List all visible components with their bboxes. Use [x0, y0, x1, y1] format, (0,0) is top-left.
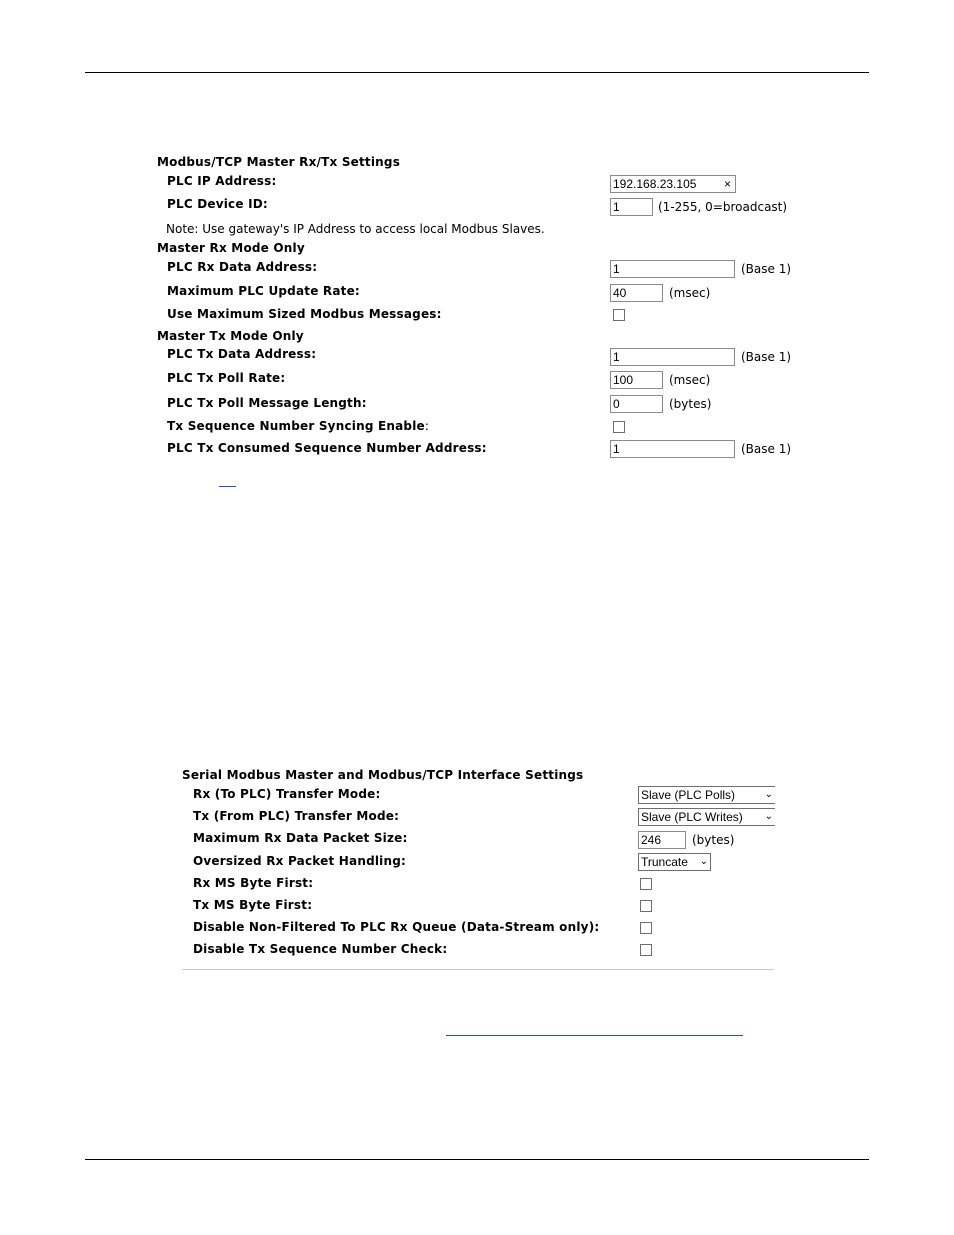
device-id-unit: (1-255, 0=broadcast)	[658, 200, 788, 214]
tx-ms-byte-label: Tx MS Byte First:	[193, 898, 313, 912]
rx-transfer-mode-label: Rx (To PLC) Transfer Mode:	[193, 787, 381, 801]
plc-ip-label: PLC IP Address:	[167, 174, 277, 188]
disable-nonfiltered-checkbox[interactable]	[640, 922, 652, 934]
rx-ms-byte-checkbox[interactable]	[640, 878, 652, 890]
max-update-rate-label: Maximum PLC Update Rate:	[167, 284, 360, 298]
max-update-rate-unit: (msec)	[669, 286, 711, 300]
tx-data-address-input[interactable]: 1	[610, 348, 735, 366]
tx-poll-length-input[interactable]: 0	[610, 395, 663, 413]
plc-ip-value: 192.168.23.105	[613, 177, 697, 191]
max-update-rate-input[interactable]: 40	[610, 284, 663, 302]
chevron-down-icon: ⌄	[764, 811, 773, 822]
max-sized-checkbox[interactable]	[613, 309, 625, 321]
seq-sync-checkbox[interactable]	[613, 421, 625, 433]
small-link-underline[interactable]	[219, 486, 236, 487]
seq-sync-label	[167, 419, 429, 433]
max-sized-label: Use Maximum Sized Modbus Messages:	[167, 307, 442, 321]
tx-data-address-unit: (Base 1)	[741, 350, 792, 364]
consumed-seq-unit: (Base 1)	[741, 442, 792, 456]
tx-ms-byte-checkbox[interactable]	[640, 900, 652, 912]
plc-ip-input[interactable]	[610, 175, 736, 193]
tx-transfer-mode-label: Tx (From PLC) Transfer Mode:	[193, 809, 400, 823]
rx-data-address-input[interactable]: 1	[610, 260, 735, 278]
rx-ms-byte-label: Rx MS Byte First:	[193, 876, 314, 890]
tx-poll-rate-input[interactable]: 100	[610, 371, 663, 389]
rx-transfer-mode-select[interactable]	[638, 786, 775, 804]
oversized-handling-value: Truncate	[641, 855, 688, 869]
clear-icon[interactable]: ×	[723, 177, 731, 191]
long-link-underline[interactable]	[446, 1035, 743, 1036]
oversized-handling-select[interactable]	[638, 853, 711, 871]
top-rule	[85, 72, 869, 73]
chevron-down-icon: ⌄	[699, 856, 708, 867]
disable-nonfiltered-label: Disable Non-Filtered To PLC Rx Queue (Data-Stream only):	[193, 920, 600, 934]
rx-data-address-unit: (Base 1)	[741, 262, 792, 276]
consumed-seq-input[interactable]: 1	[610, 440, 735, 458]
device-id-label: PLC Device ID:	[167, 197, 268, 211]
tx-poll-length-label: PLC Tx Poll Message Length:	[167, 396, 367, 410]
tx-poll-length-unit: (bytes)	[669, 397, 712, 411]
tx-data-address-label: PLC Tx Data Address:	[167, 347, 317, 361]
tx-mode-header: Master Tx Mode Only	[157, 329, 304, 343]
tx-poll-rate-unit: (msec)	[669, 373, 711, 387]
chevron-down-icon: ⌄	[764, 789, 773, 800]
tcp-settings-title: Modbus/TCP Master Rx/Tx Settings	[157, 155, 401, 169]
device-id-input[interactable]: 1	[610, 198, 653, 216]
tx-poll-rate-label: PLC Tx Poll Rate:	[167, 371, 286, 385]
serial-settings-title: Serial Modbus Master and Modbus/TCP Interface Settings	[182, 768, 584, 782]
bottom-rule	[85, 1159, 869, 1160]
oversized-handling-label: Oversized Rx Packet Handling:	[193, 854, 407, 868]
tx-transfer-mode-select[interactable]	[638, 808, 775, 826]
max-packet-size-input[interactable]: 246	[638, 831, 686, 849]
disable-seq-check-checkbox[interactable]	[640, 944, 652, 956]
seq-sync-label-text: Tx Sequence Number Syncing Enable	[167, 419, 425, 433]
max-packet-size-unit: (bytes)	[692, 833, 735, 847]
rx-data-address-label: PLC Rx Data Address:	[167, 260, 318, 274]
gateway-note: Note: Use gateway's IP Address to access local Modbus Slaves.	[166, 222, 545, 236]
panel-divider	[182, 969, 774, 970]
rx-transfer-mode-value: Slave (PLC Polls)	[641, 788, 736, 802]
tx-transfer-mode-value: Slave (PLC Writes)	[641, 810, 743, 824]
rx-mode-header: Master Rx Mode Only	[157, 241, 305, 255]
consumed-seq-label: PLC Tx Consumed Sequence Number Address:	[167, 441, 487, 455]
seq-sync-colon: :	[424, 419, 430, 433]
max-packet-size-label: Maximum Rx Data Packet Size:	[193, 831, 408, 845]
disable-seq-check-label: Disable Tx Sequence Number Check:	[193, 942, 448, 956]
